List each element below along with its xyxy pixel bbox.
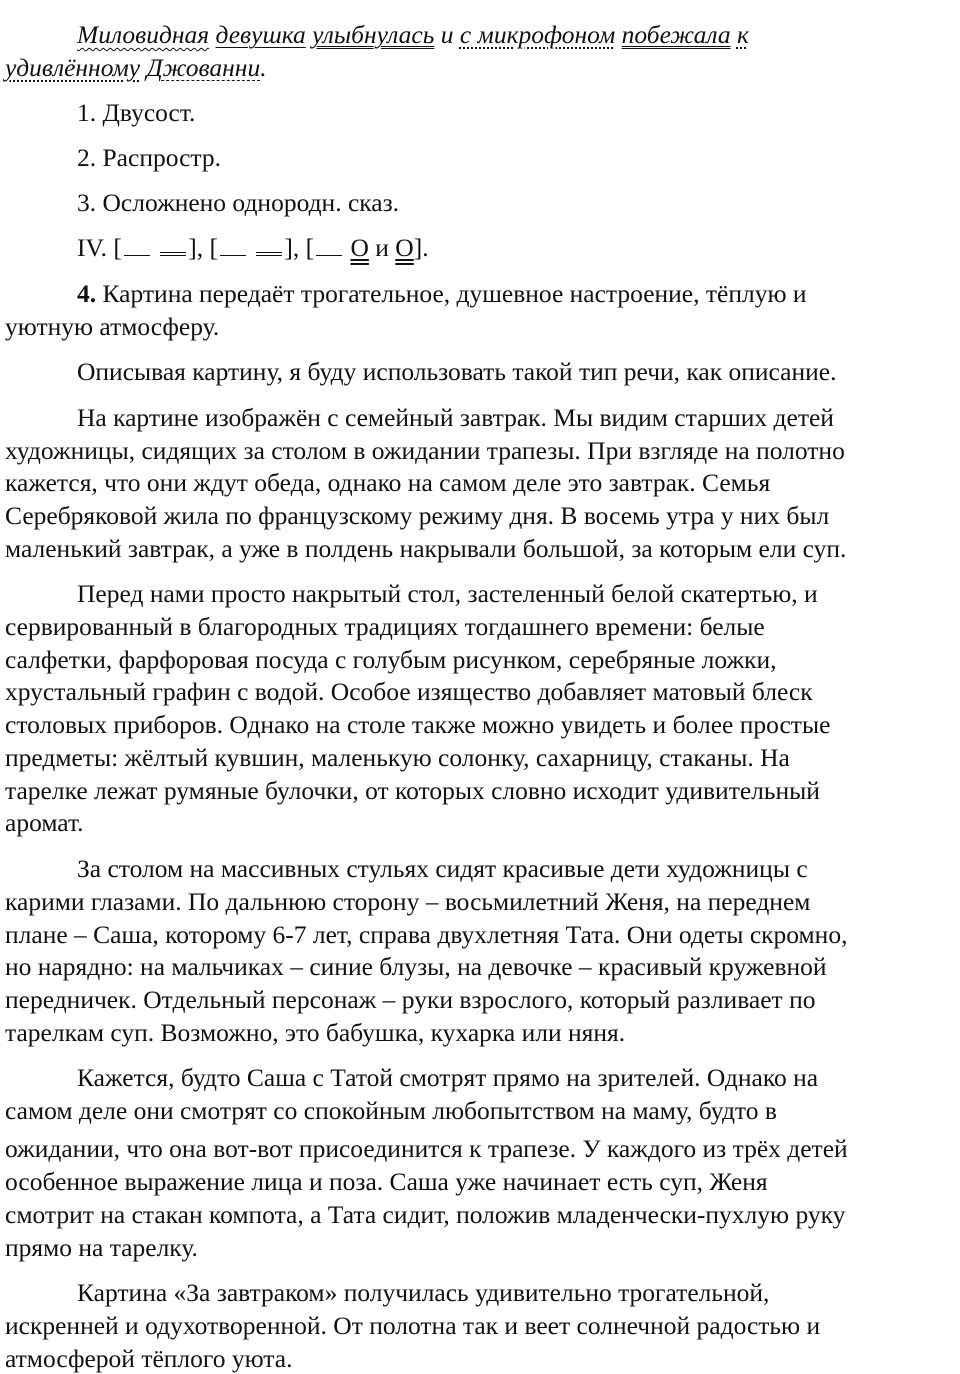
essay-p5-l6: тарелкам суп. Возможно, это бабушка, кухарка или няня. — [5, 1018, 626, 1047]
scheme-homogeneous-1: О — [350, 233, 369, 262]
analysis-item-1: 1. Двусост. — [77, 98, 196, 127]
scheme-subject-line — [124, 237, 150, 256]
essay-p5-l2: карими глазами. По дальнюю сторону – восьмилетний Женя, на переднем — [5, 887, 811, 916]
essay-p3-l3: кажется, что они ждут обеда, однако на самом деле это завтрак. Семья — [5, 468, 771, 497]
word-definition: Миловидная — [77, 20, 210, 49]
essay-p4-l6: предметы: жёлтый кувшин, маленькую солонку, сахарницу, стаканы. На — [5, 743, 790, 772]
essay-p6-l5: смотрит на стакан компота, а Тата сидит, положив младенчески-пухлую руку — [5, 1200, 846, 1229]
essay-p5-l5: передничек. Отдельный персонаж – руки взрослого, который разливает по — [5, 985, 816, 1014]
word-preposition: к — [736, 20, 749, 49]
word-subject: девушка — [215, 20, 306, 49]
essay-p1-l2: уютную атмосферу. — [5, 312, 220, 341]
essay-p7-l1: Картина «За завтраком» получилась удивительно трогательной, — [77, 1278, 770, 1307]
essay-p5-l4: но нарядно: на мальчиках – синие блузы, на девочке – красивый кружевной — [5, 952, 827, 981]
essay-p4-l5: столовых приборов. Однако на столе также можно увидеть и более простые — [5, 710, 831, 739]
word-predicate-2: побежала — [621, 20, 731, 49]
essay-p1-l1: 4. Картина передаёт трогательное, душевное настроение, тёплую и — [77, 279, 807, 308]
analysis-item-2: 2. Распростр. — [77, 143, 221, 172]
word-conjunction: и — [440, 20, 454, 49]
word-adverbial-cont: удивлённому — [5, 53, 141, 82]
analysis-item-3: 3. Осложнено однородн. сказ. — [77, 188, 400, 217]
essay-p6-l1: Кажется, будто Саша с Татой смотрят прямо на зрителей. Однако на — [77, 1063, 819, 1092]
essay-p6-l2: самом деле они смотрят со спокойным любопытством на маму, будто в — [5, 1096, 777, 1125]
scheme-homogeneous-2: О — [395, 233, 414, 262]
essay-p7-l3: атмосферой тёплого уюта. — [5, 1344, 293, 1373]
word-object: Джованни — [146, 53, 261, 82]
essay-p2-l1: Описывая картину, я буду использовать такой тип речи, как описание. — [77, 357, 837, 386]
essay-p6-l4: особенное выражение лица и поза. Саша уже начинает есть суп, Женя — [5, 1167, 768, 1196]
task-number: 4. — [77, 279, 97, 308]
sentence-scheme: IV. [ ], [ ], [ О и О]. — [77, 233, 429, 262]
word-predicate-1: улыбнулась — [312, 20, 435, 49]
essay-p3-l1: На картине изображён с семейный завтрак. Мы видим старших детей — [77, 403, 834, 432]
essay-p7-l2: искренней и одухотворенной. От полотна так и веет солнечной радостью и — [5, 1311, 821, 1340]
essay-p3-l4: Серебряковой жила по французскому режиму дня. В восемь утра у них был — [5, 501, 830, 530]
parsed-sentence-line-2: удивлённому Джованни. — [5, 53, 267, 82]
essay-p5-l1: За столом на массивных стульях сидят красивые дети художницы с — [77, 854, 808, 883]
essay-p4-l3: салфетки, фарфоровая посуда с голубым рисунком, серебряные ложки, — [5, 645, 777, 674]
scheme-predicate-line — [160, 236, 186, 256]
essay-p6-l6: прямо на тарелку. — [5, 1233, 198, 1262]
essay-p4-l1: Перед нами просто накрытый стол, застеленный белой скатертью, и — [77, 579, 818, 608]
essay-p4-l2: сервированный в благородных традициях тогдашнего времени: белые — [5, 612, 765, 641]
word-adverbial: с микрофоном — [459, 20, 616, 49]
essay-p4-l7: тарелке лежат румяные булочки, от которых словно исходит удивительный — [5, 776, 820, 805]
essay-p4-l4: хрустальный графин с водой. Особое изящество добавляет матовый блеск — [5, 677, 813, 706]
essay-p4-l8: аромат. — [5, 808, 84, 837]
essay-p3-l5: маленький завтрак, а уже в полдень накрывали большой, за которым ели суп. — [5, 534, 847, 563]
essay-p3-l2: художницы, сидящих за столом в ожидании трапезы. При взгляде на полотно — [5, 436, 845, 465]
essay-p6-l3: ожидании, что она вот-вот присоединится к трапезе. У каждого из трёх детей — [5, 1134, 848, 1163]
essay-p5-l3: плане – Саша, которому 6-7 лет, справа двухлетняя Тата. Они одеты скромно, — [5, 920, 848, 949]
parsed-sentence-line-1 — [77, 20, 749, 50]
